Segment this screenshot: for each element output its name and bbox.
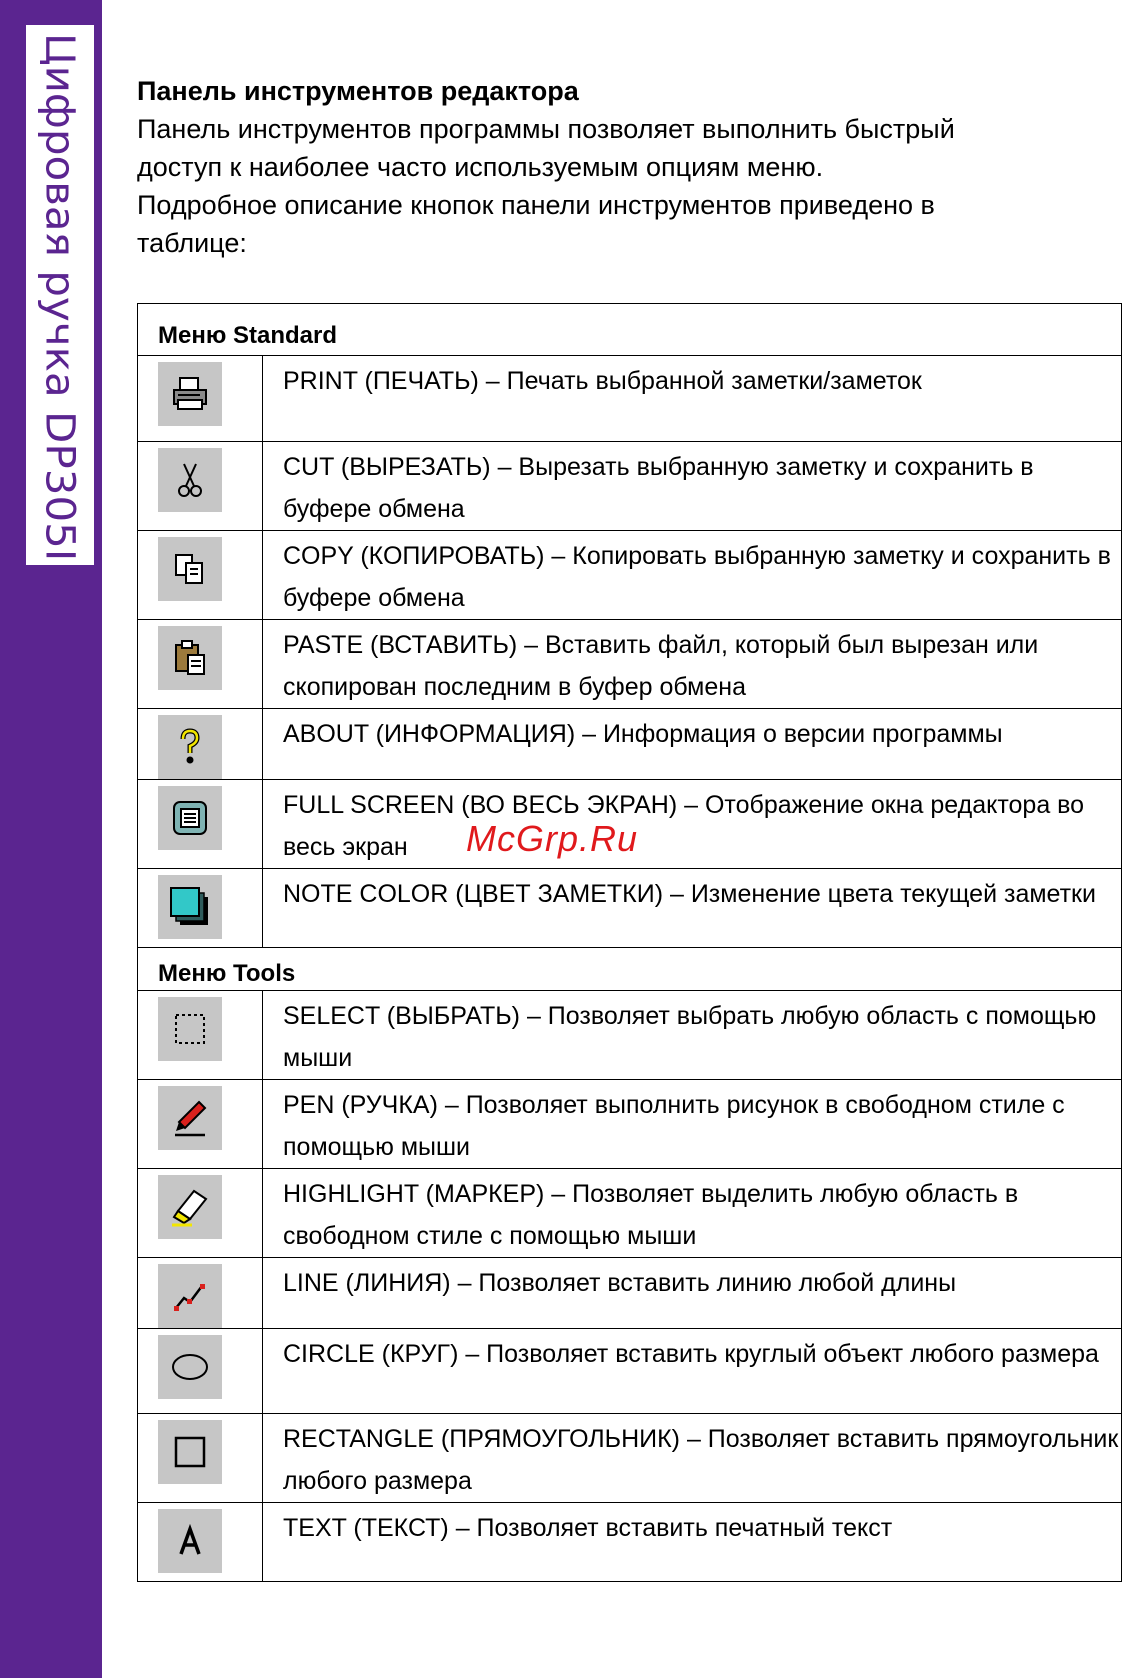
- rectangle-icon: [158, 1420, 222, 1484]
- row-description: HIGHLIGHT (МАРКЕР) – Позволяет выделить любую область в свободном стиле с помощью мыши: [263, 1169, 1122, 1258]
- row-description: FULL SCREEN (ВО ВЕСЬ ЭКРАН) – Отображение окна редактора во весь экран: [263, 780, 1122, 869]
- watermark: McGrp.Ru: [466, 818, 639, 859]
- fullscreen-icon: [158, 786, 222, 850]
- pen-icon: [158, 1086, 222, 1150]
- row-description: PEN (РУЧКА) – Позволяет выполнить рисунок в свободном стиле с помощью мыши: [263, 1080, 1122, 1169]
- table-row: [138, 620, 1122, 709]
- table-row: [138, 1258, 1122, 1329]
- table-row: [138, 1169, 1122, 1258]
- note-color-icon: [158, 875, 222, 939]
- row-description: RECTANGLE (ПРЯМОУГОЛЬНИК) – Позволяет вставить прямоугольник любого размера: [263, 1414, 1122, 1503]
- table-row: [138, 1329, 1122, 1414]
- row-description: NOTE COLOR (ЦВЕТ ЗАМЕТКИ) – Изменение цвета текущей заметки: [263, 869, 1122, 948]
- page-heading: Панель инструментов редактора: [137, 76, 579, 106]
- paste-icon: [158, 626, 222, 690]
- intro-section: [137, 72, 1117, 262]
- intro-line: доступ к наиболее часто используемым опциям меню.: [137, 152, 824, 182]
- row-description: TEXT (ТЕКСТ) – Позволяет вставить печатный текст: [263, 1503, 1122, 1582]
- line-icon: [158, 1264, 222, 1328]
- sidebar-title: Цифровая ручка DP305I: [37, 33, 84, 562]
- row-description: PRINT (ПЕЧАТЬ) – Печать выбранной заметки/заметок: [263, 356, 1122, 442]
- table-row: [138, 531, 1122, 620]
- intro-line: Подробное описание кнопок панели инструментов приведено в: [137, 190, 935, 220]
- table-row: [138, 709, 1122, 780]
- scissors-icon: [158, 448, 222, 512]
- table-row: [138, 1080, 1122, 1169]
- row-description: ABOUT (ИНФОРМАЦИЯ) – Информация о версии программы: [263, 709, 1122, 780]
- select-icon: [158, 997, 222, 1061]
- row-description: COPY (КОПИРОВАТЬ) – Копировать выбранную заметку и сохранить в буфере обмена: [263, 531, 1122, 620]
- intro-line: Панель инструментов программы позволяет выполнить быстрый: [137, 114, 955, 144]
- toolbar-buttons-table: [137, 303, 1122, 1582]
- table-row: [138, 356, 1122, 442]
- question-icon: [158, 715, 222, 779]
- row-description: LINE (ЛИНИЯ) – Позволяет вставить линию любой длины: [263, 1258, 1122, 1329]
- table-row: [138, 442, 1122, 531]
- sidebar: [0, 0, 102, 1678]
- circle-icon: [158, 1335, 222, 1399]
- printer-icon: [158, 362, 222, 426]
- row-description: SELECT (ВЫБРАТЬ) – Позволяет выбрать любую область с помощью мыши: [263, 991, 1122, 1080]
- table-row: [138, 991, 1122, 1080]
- text-icon: [158, 1509, 222, 1573]
- row-description: CUT (ВЫРЕЗАТЬ) – Вырезать выбранную заметку и сохранить в буфере обмена: [263, 442, 1122, 531]
- table-row: [138, 1414, 1122, 1503]
- copy-icon: [158, 537, 222, 601]
- row-description: CIRCLE (КРУГ) – Позволяет вставить круглый объект любого размера: [263, 1329, 1122, 1414]
- tools-menu-title: Меню Tools: [138, 948, 1122, 991]
- row-description: PASTE (ВСТАВИТЬ) – Вставить файл, который был вырезан или скопирован последним в буфер обмена: [263, 620, 1122, 709]
- table-row: [138, 869, 1122, 948]
- table-row: [138, 1503, 1122, 1582]
- intro-line: таблице:: [137, 228, 247, 258]
- highlight-icon: [158, 1175, 222, 1239]
- standard-menu-title: Меню Standard: [138, 304, 1122, 356]
